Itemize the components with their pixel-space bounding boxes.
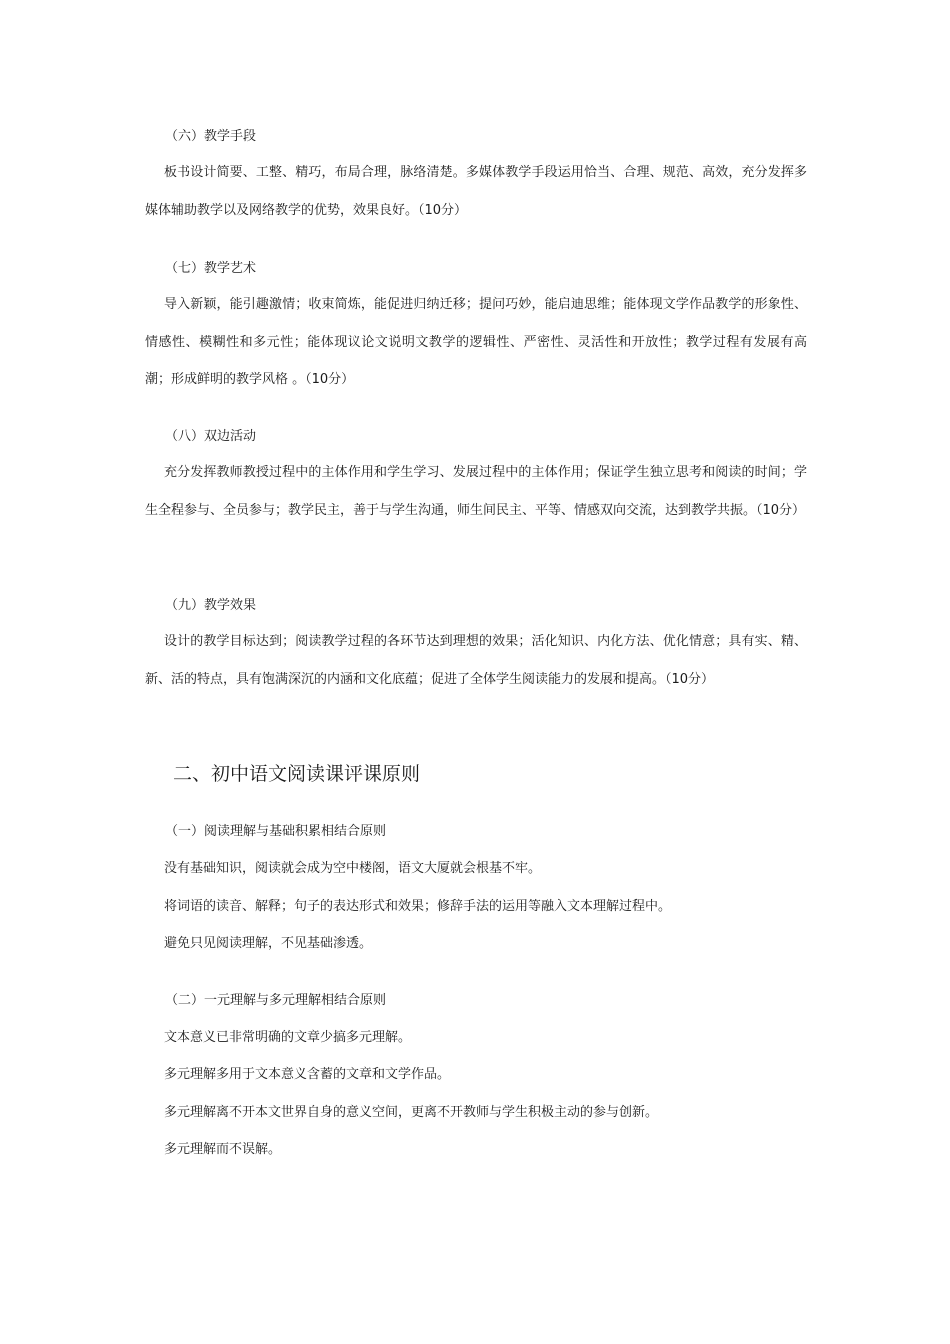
paragraph-two-way-activity: 充分发挥教师教授过程中的主体作用和学生学习、发展过程中的主体作用；保证学生独立思考和阅读的时间；学生全程参与、全员参与；教学民主，善于与学生沟通，师生间民主、平等、情感双向交流，达到教学共振。（10分） xyxy=(145,465,807,518)
principle-line: 将词语的读音、解释；句子的表达形式和效果；修辞手法的运用等融入文本理解过程中。 xyxy=(164,899,672,914)
section-title-teaching-means: （六）教学手段 xyxy=(165,129,257,144)
section-title-teaching-effect: （九）教学效果 xyxy=(165,598,257,613)
principle-line: 多元理解多用于文本意义含蓄的文章和文学作品。 xyxy=(164,1067,451,1082)
principle-line: 多元理解离不开本文世界自身的意义空间，更离不开教师与学生积极主动的参与创新。 xyxy=(164,1105,659,1120)
paragraph-teaching-art: 导入新颖，能引趣激情；收束简炼，能促进归纳迁移；提问巧妙，能启迪思维；能体现文学作品教学的形象性、情感性、模糊性和多元性；能体现议论文说明文教学的逻辑性、严密性、灵活性和开放性；教学过程有发展有高潮；形成鲜明的教学风格 。（10分） xyxy=(145,297,807,387)
principle-line: 没有基础知识，阅读就会成为空中楼阁，语文大厦就会根基不牢。 xyxy=(164,861,542,876)
section-title-teaching-art: （七）教学艺术 xyxy=(165,261,257,276)
principle-line: 文本意义已非常明确的文章少搞多元理解。 xyxy=(164,1030,412,1045)
principle-title-single-and-multiple-understanding: （二）一元理解与多元理解相结合原则 xyxy=(165,993,387,1008)
paragraph-teaching-means: 板书设计简要、工整、精巧，布局合理，脉络清楚。多媒体教学手段运用恰当、合理、规范、高效，充分发挥多媒体辅助教学以及网络教学的优势，效果良好。（10分） xyxy=(145,165,807,218)
section-title-two-way-activity: （八）双边活动 xyxy=(165,429,257,444)
paragraph-teaching-effect: 设计的教学目标达到；阅读教学过程的各环节达到理想的效果；活化知识、内化方法、优化情意；具有实、精、新、活的特点，具有饱满深沉的内涵和文化底蕴；促进了全体学生阅读能力的发展和提高。（10分） xyxy=(145,634,807,687)
principle-line: 多元理解而不误解。 xyxy=(164,1142,282,1157)
section-heading-evaluation-principles: 二、初中语文阅读课评课原则 xyxy=(173,763,421,785)
principle-title-reading-and-foundation: （一）阅读理解与基础积累相结合原则 xyxy=(165,824,387,839)
principle-line: 避免只见阅读理解，不见基础渗透。 xyxy=(164,936,373,951)
